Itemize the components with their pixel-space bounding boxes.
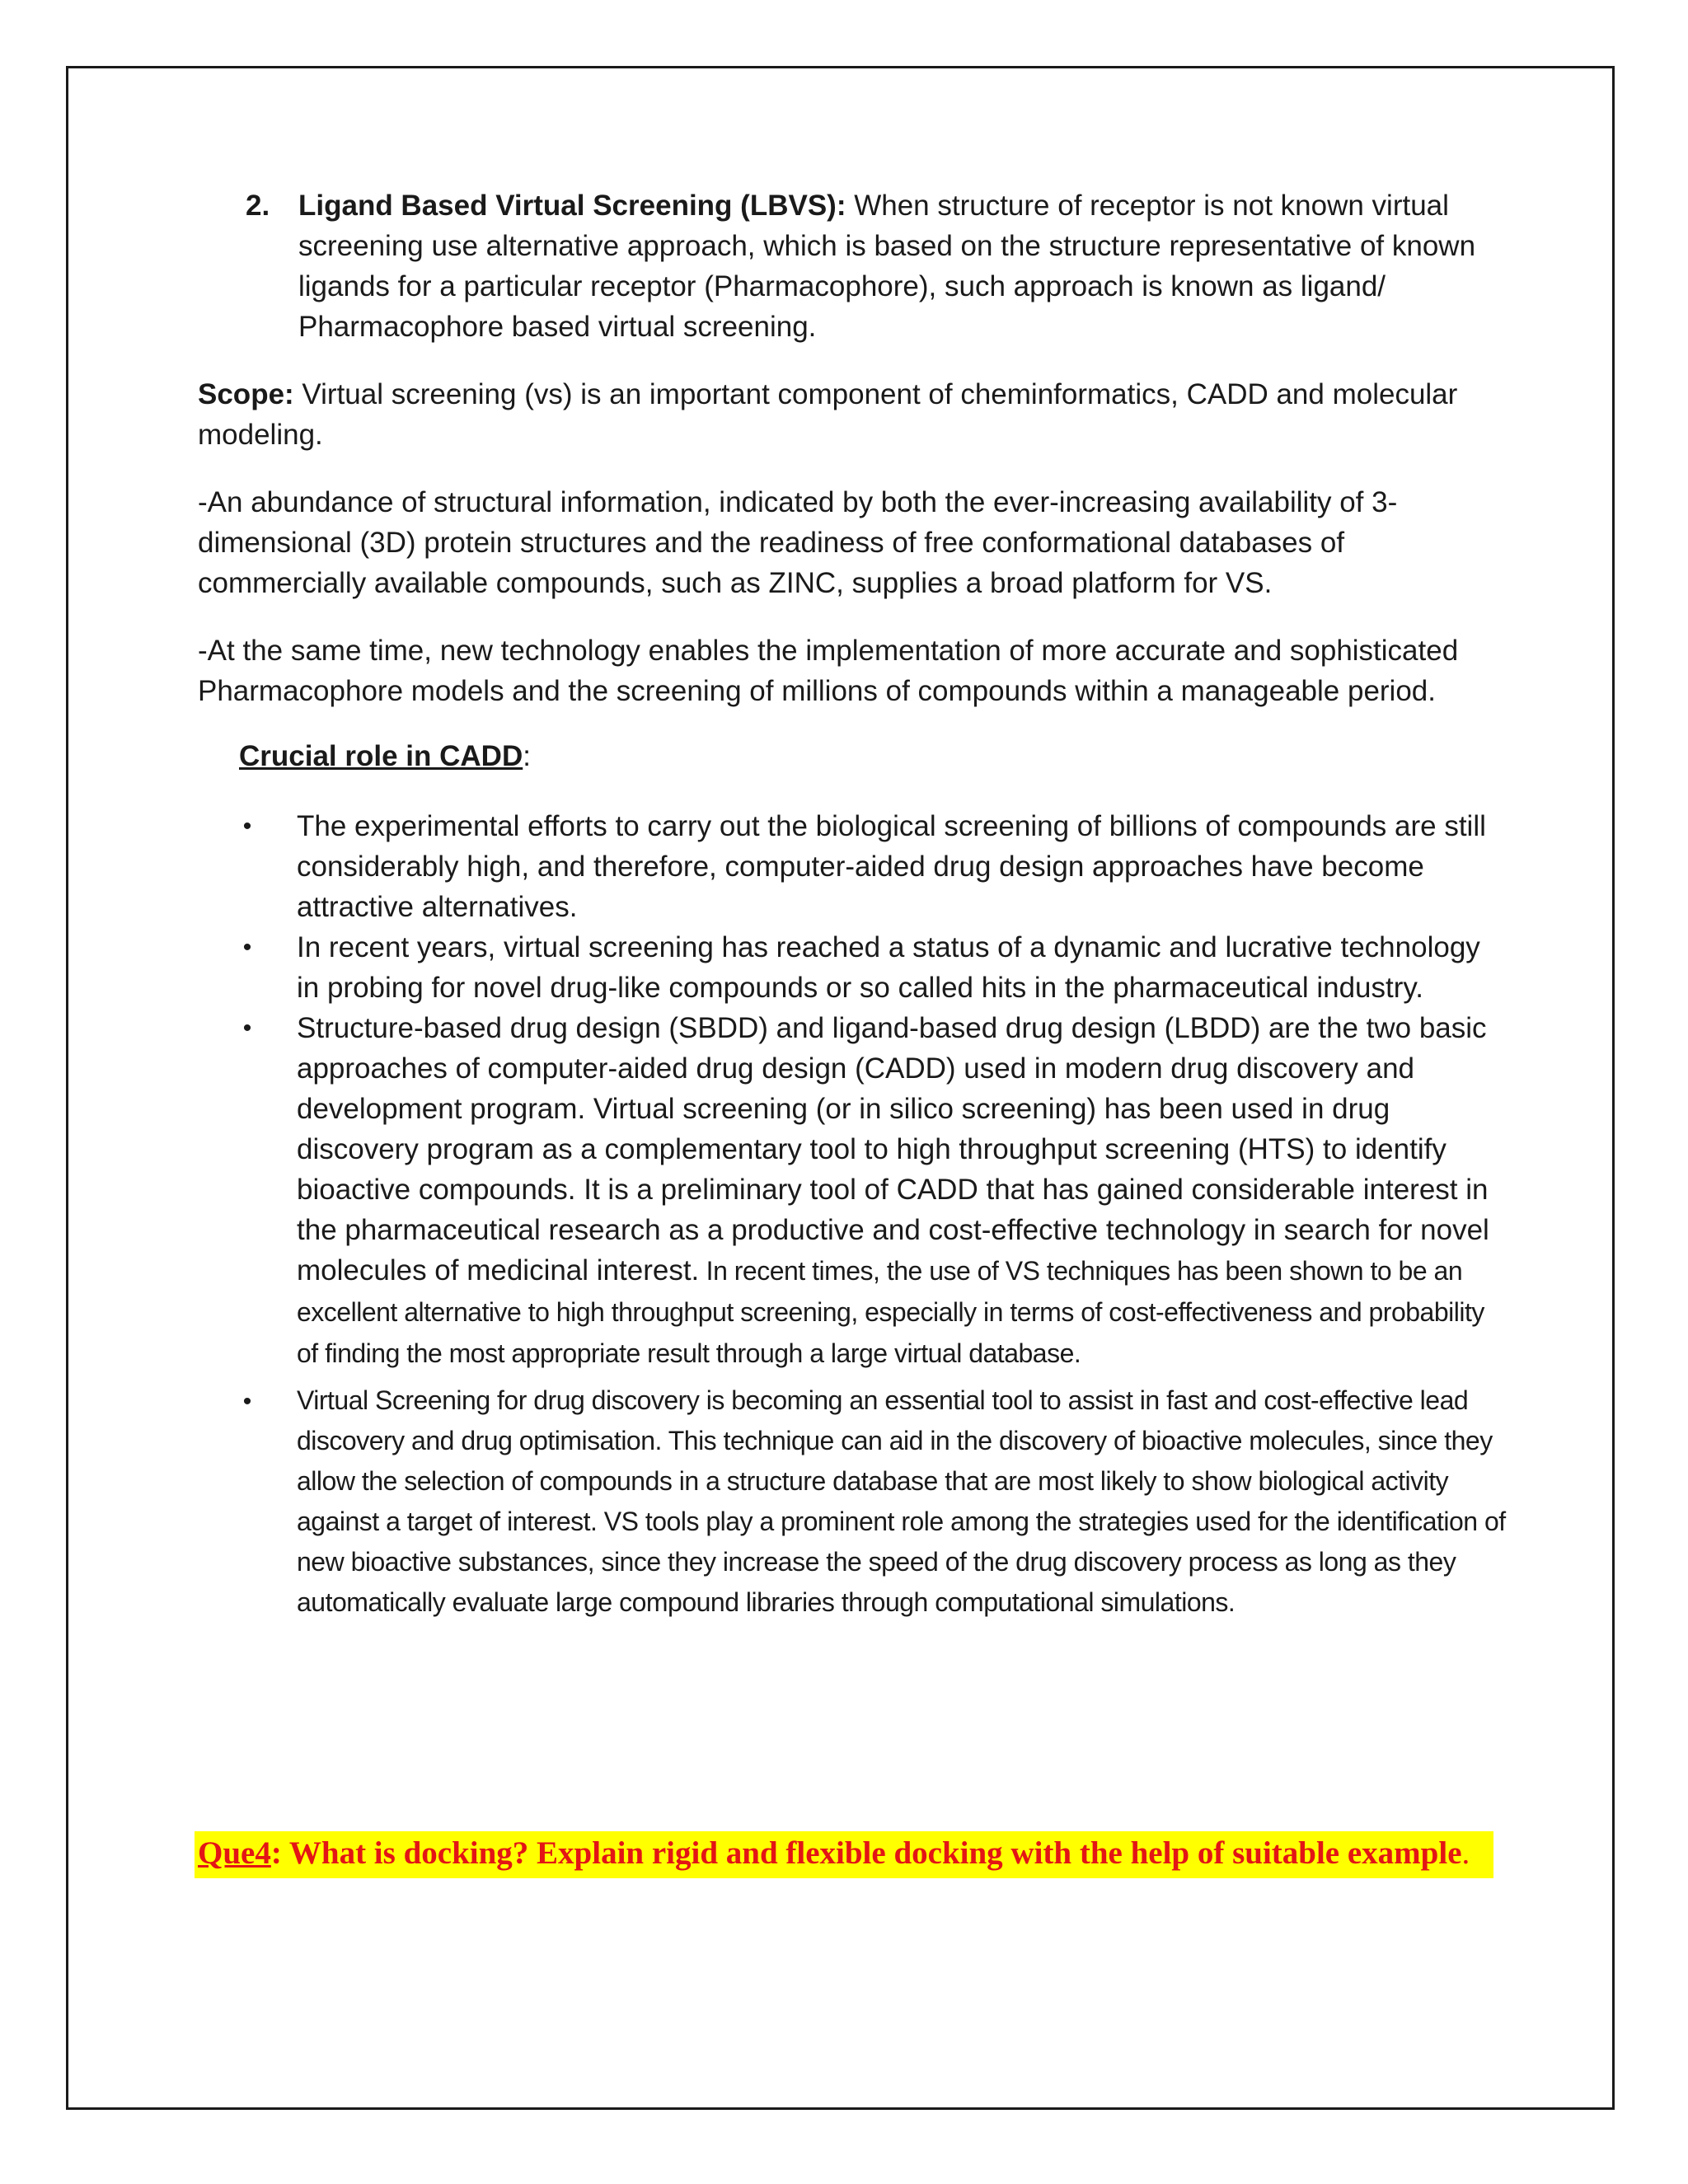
paragraph-new-technology: -At the same time, new technology enables the implementation of more accurate and sophisticated Pharmacophore models and the screening of millions of compounds within a manageable period. (198, 635, 1459, 707)
scope-text: Virtual screening (vs) is an important component of cheminformatics, CADD and molecular modeling. (198, 378, 1458, 451)
numbered-item-lbvs (246, 185, 1508, 347)
bullet-text: Structure-based drug design (SBDD) and ligand-based drug design (LBDD) are the two basic approaches of computer-aided drug design (CADD) used in modern drug discovery and development program. Virtual screening (or in silico screening) has been used in drug discovery program as a complementary tool to high throughput screening (HTS) to identify bioactive compounds. It is a preliminary tool of CADD that has gained considerable interest in the pharmaceutical research as a productive and cost-effective technology in search for novel molecules of medicinal interest. (297, 1012, 1489, 1286)
bullet-icon: • (242, 1015, 252, 1042)
document-body (198, 185, 1508, 1623)
list-item (198, 806, 1508, 927)
section-heading-crucial-role (239, 736, 1508, 776)
item-number: 2. (246, 190, 270, 222)
crucial-heading: Crucial role in CADD (239, 740, 523, 772)
bullet-text: Virtual Screening for drug discovery is becoming an essential tool to assist in fast and cost-effective lead discovery and drug optimisation. This technique can aid in the discovery of bioactive molecules, since they allow the selection of compounds in a structure database that are most likely to show biological activity against a target of interest. VS tools play a prominent role among the strategies used for the identification of new bioactive substances, since they increase the speed of the drug discovery process as long as they automatically evaluate large compound libraries through computational simulations. (297, 1385, 1506, 1617)
question-label: Que4 (198, 1835, 271, 1871)
item-text: When structure of receptor is not known virtual screening use alternative approach, which is based on the structure representative of known ligands for a particular receptor (Pharmacophore), such approach is known as ligand/ Pharmacophore based virtual screening. (298, 190, 1476, 343)
question-text: : What is docking? Explain rigid and flexible docking with the help of suitable example (270, 1835, 1462, 1871)
scope-paragraph (198, 374, 1508, 455)
bullet-icon: • (242, 813, 252, 840)
bullet-icon: • (242, 934, 252, 961)
bullet-icon: • (242, 1388, 252, 1415)
paragraph-structural-info: -An abundance of structural information, indicated by both the ever-increasing availability of 3-dimensional (3D) protein structures and the readiness of free conformational databases of commercially available compounds, such as ZINC, supplies a broad platform for VS. (198, 486, 1398, 599)
item-heading: Ligand Based Virtual Screening (LBVS): (298, 190, 846, 222)
question-heading-highlighted (195, 1831, 1493, 1878)
bullet-text: The experimental efforts to carry out the biological screening of billions of compounds are still considerably high, and therefore, computer-aided drug design approaches have become attractive alternatives. (297, 810, 1486, 923)
list-item (198, 1008, 1508, 1374)
question-end: . (1461, 1835, 1470, 1871)
bullet-text-continuation: In recent times, the use of VS techniques has been shown to be an excellent alternative to high throughput screening, especially in terms of cost-effectiveness and probability of finding the most appropriate result through a large virtual database. (297, 1256, 1484, 1368)
list-item (198, 1380, 1508, 1623)
scope-label: Scope: (198, 378, 294, 410)
bullet-text: In recent years, virtual screening has reached a status of a dynamic and lucrative technology in probing for novel drug-like compounds or so called hits in the pharmaceutical industry. (297, 931, 1480, 1004)
bullet-list (198, 806, 1508, 1623)
list-item (198, 927, 1508, 1008)
crucial-colon: : (523, 740, 531, 772)
